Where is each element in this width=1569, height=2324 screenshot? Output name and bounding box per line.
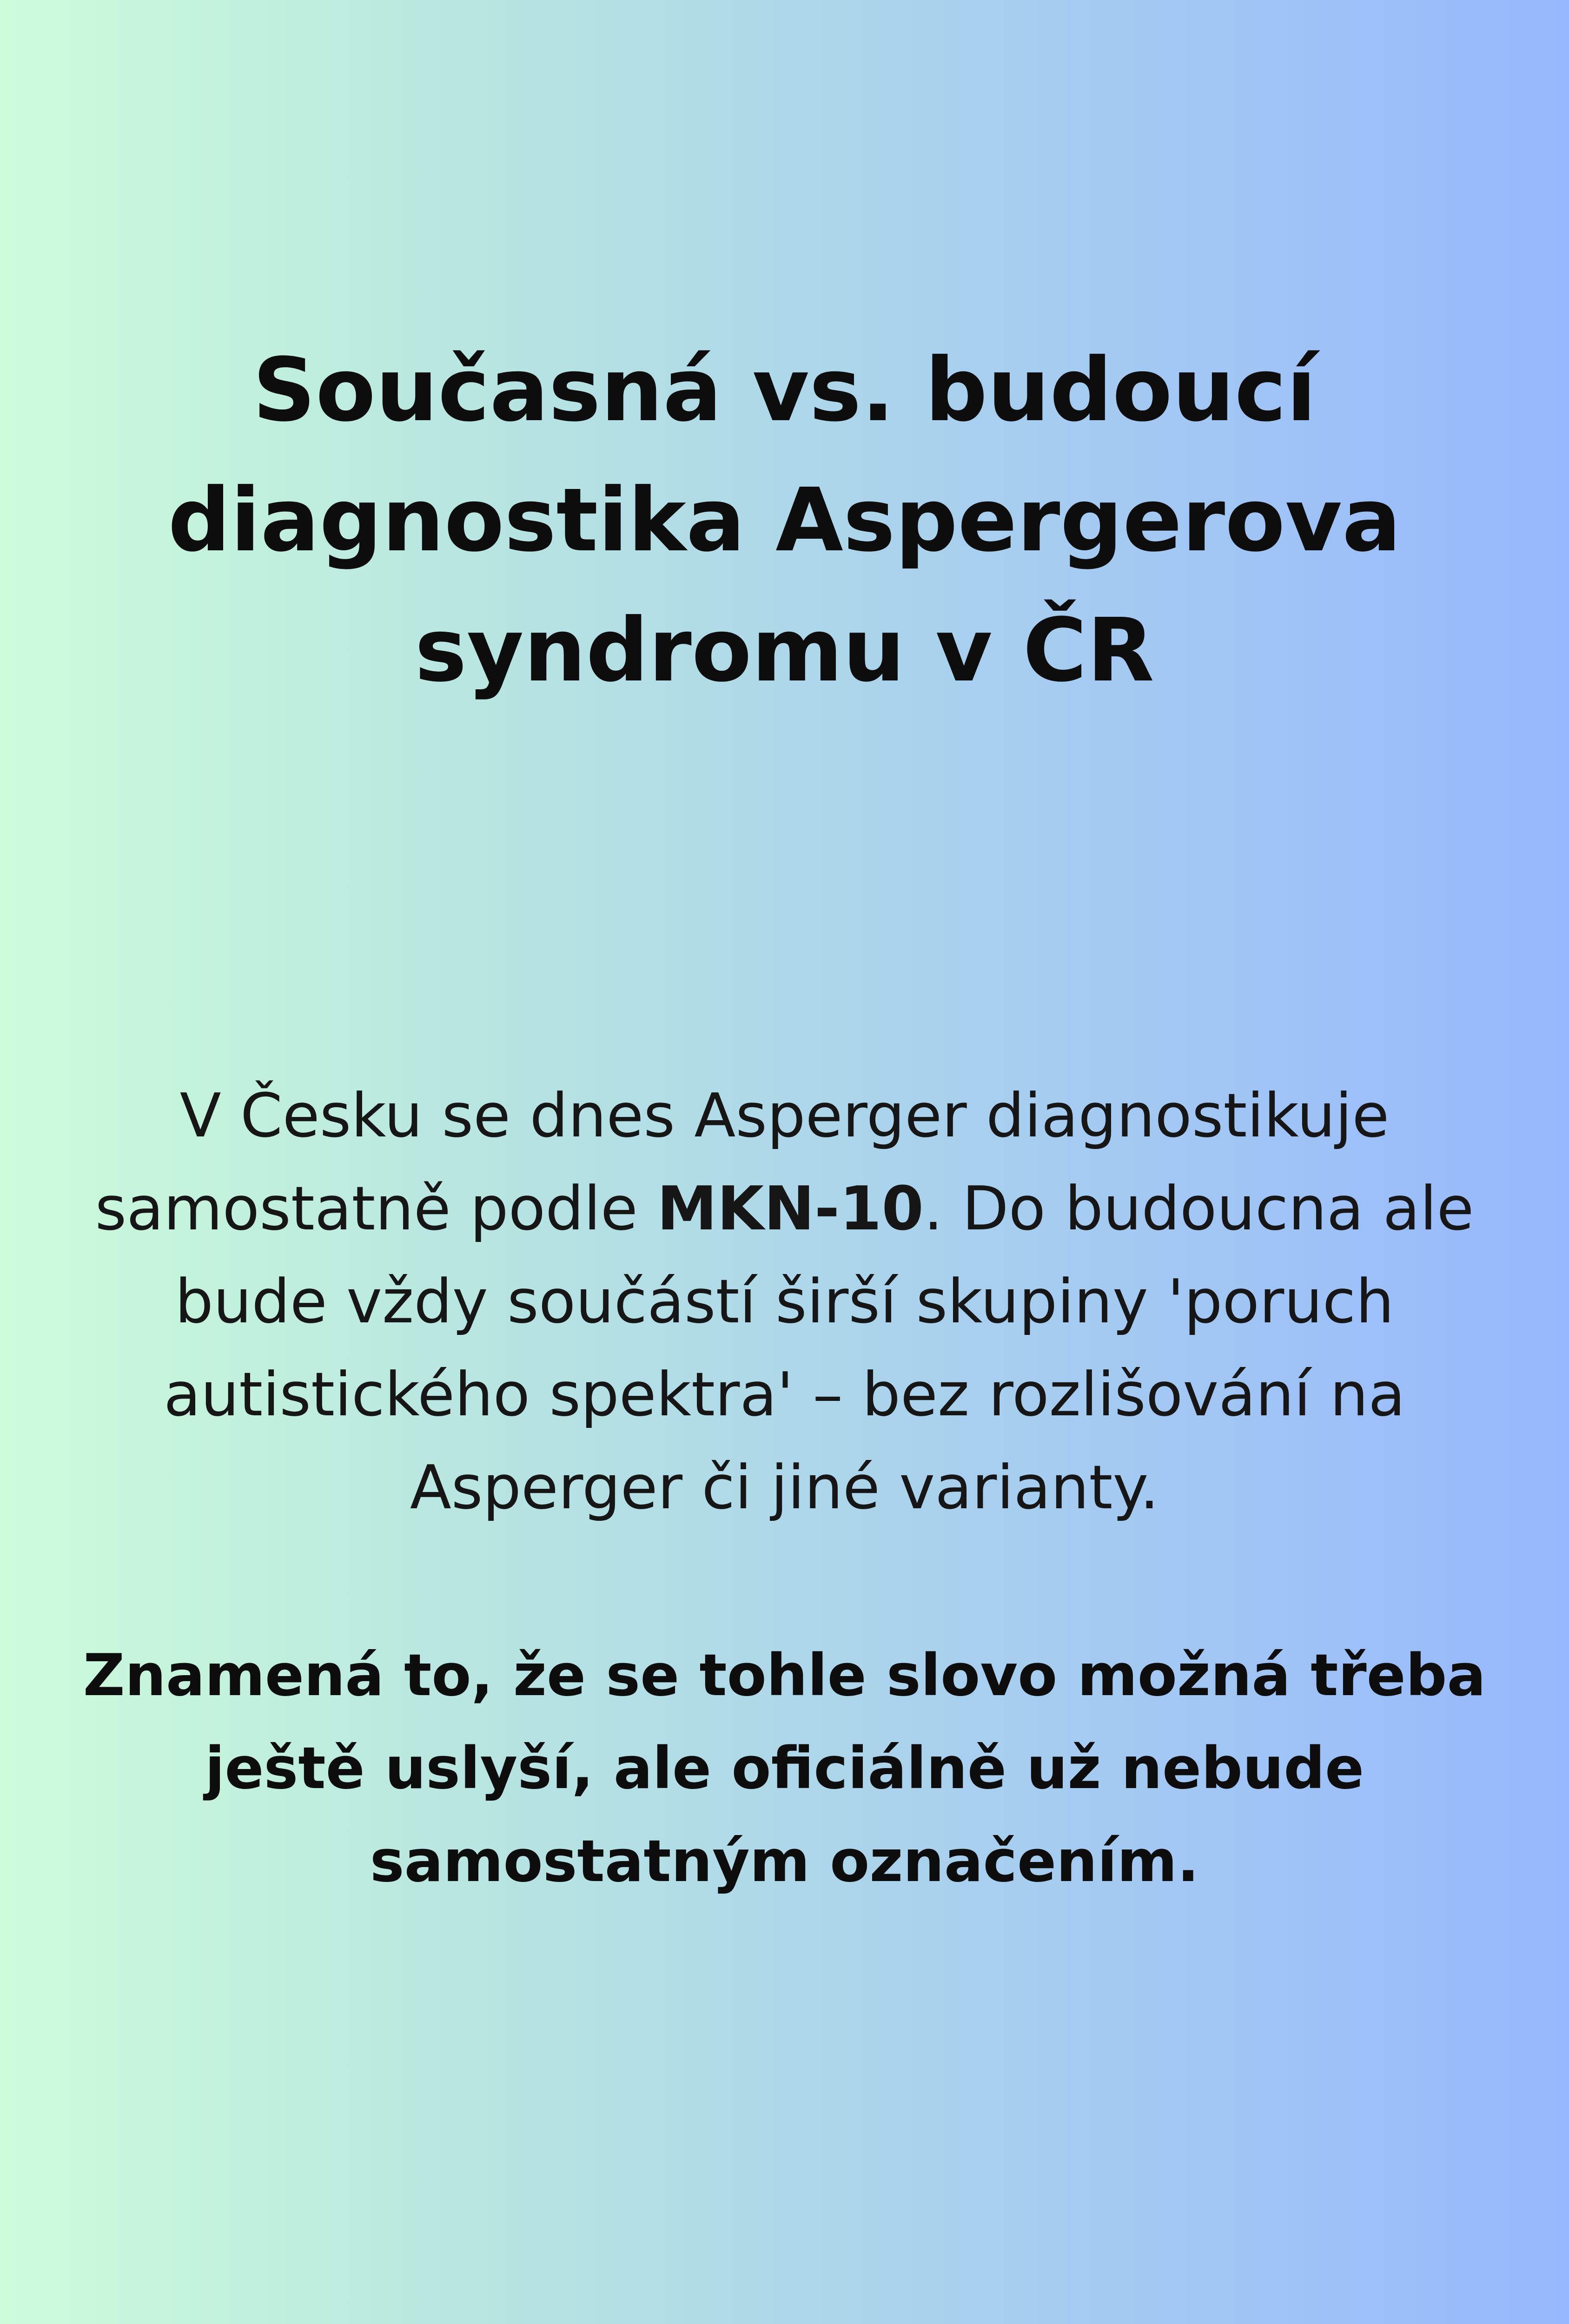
body-text-part1: V Česku se dnes Asperger diagnostikuje samostatně podle: [95, 1080, 1390, 1244]
body-paragraph: [70, 1069, 1499, 1534]
body-text-part2: . Do budoucna ale bude vždy součástí širší skupiny 'poruch autistického spektra' – bez rozlišování na Asperger či jiné varianty.: [164, 1173, 1474, 1523]
page-title: Současná vs. budoucí diagnostika Aspergerova syndromu v ČR: [168, 339, 1401, 701]
emphasis-paragraph: Znamená to, že se tohle slovo možná třeba ještě uslyší, ale oficiálně už nebude samostatným označením.: [83, 1642, 1486, 1895]
body-bold-term: MKN-10: [657, 1173, 924, 1244]
